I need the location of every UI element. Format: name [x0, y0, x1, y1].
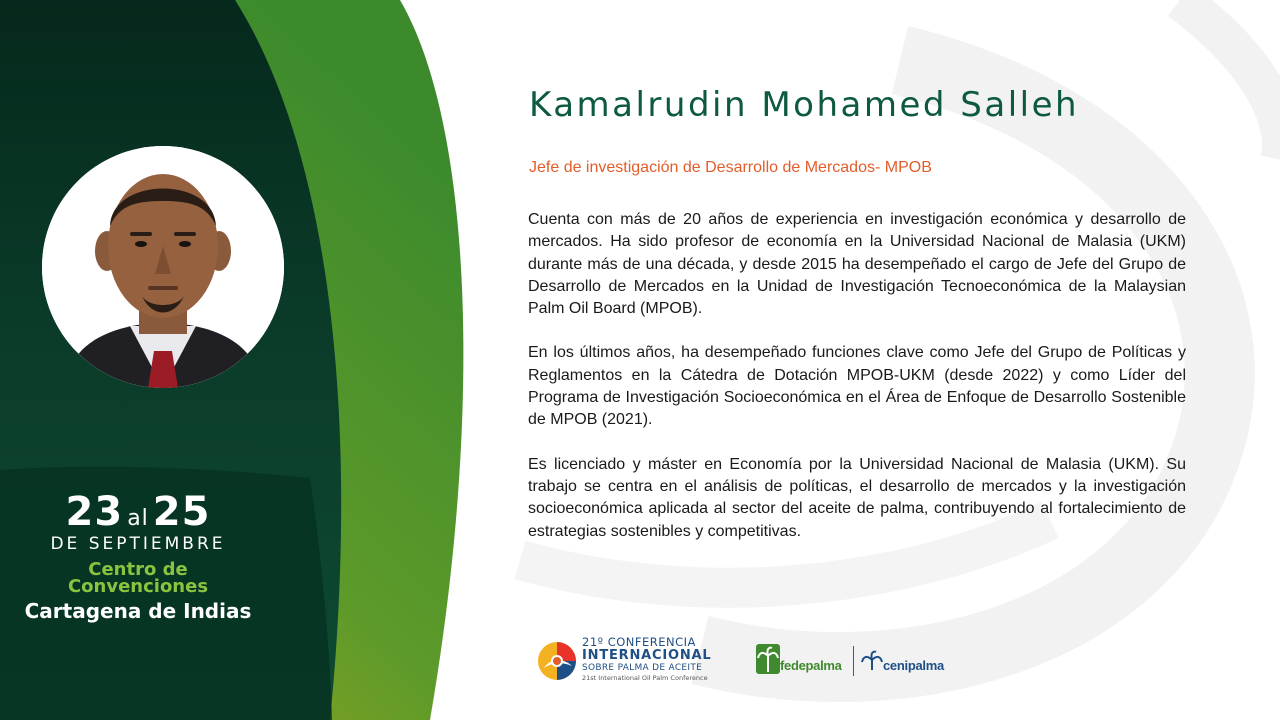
conference-line4: 21st International Oil Palm Conference	[582, 674, 708, 682]
day-start: 23	[65, 489, 124, 535]
cenipalma-label: cenipalma	[883, 658, 944, 673]
logo-divider	[853, 646, 854, 676]
conference-line1: 21º CONFERENCIA	[582, 635, 696, 649]
venue-line1: Centro de	[88, 559, 188, 580]
conference-logo	[536, 636, 736, 686]
day-end: 25	[152, 489, 211, 535]
conference-line3: SOBRE PALMA DE ACEITE	[582, 663, 703, 673]
partner-logos	[756, 644, 956, 680]
speaker-role: Jefe de investigación de Desarrollo de Mercados- MPOB	[529, 159, 932, 176]
speaker-bio	[528, 209, 1186, 565]
bio-paragraph: Es licenciado y máster en Economía por la Universidad Nacional de Malasia (UKM). Su trabajo se centra en el análisis de políticas, el desarrollo de mercados y la investigación socioeconómica aplicada al sector del aceite de palma, contribuyendo al fortalecimiento de estrategias sostenibles y competitivas.	[528, 455, 1186, 540]
day-connector: al	[127, 506, 149, 531]
fedepalma-label: fedepalma	[780, 658, 842, 673]
speaker-name: Kamalrudin Mohamed Salleh	[529, 85, 1080, 125]
conference-line2: INTERNACIONAL	[582, 648, 712, 663]
conference-text	[582, 636, 711, 683]
event-month: DE SEPTIEMBRE	[50, 534, 226, 554]
event-venue	[0, 561, 276, 595]
venue-line2: Convenciones	[67, 576, 209, 597]
avatar-illustration	[42, 146, 284, 388]
conference-emblem-icon	[536, 640, 578, 682]
speaker-photo	[42, 146, 284, 388]
palm-tree-icon	[756, 644, 780, 674]
cenipalma-leaf-icon	[861, 650, 883, 672]
bio-paragraph: Cuenta con más de 20 años de experiencia en investigación económica y desarrollo de mercados. Ha sido profesor de economía en la Universidad Nacional de Malasia (UKM) durante más de una década, y desde 2015 ha desempeñado el cargo de Jefe del Grupo de Desarrollo de Mercados en la Unidad de Investigación Tecnoeconómica de la Malaysian Palm Oil Board (MPOB).	[528, 211, 1186, 318]
event-city: Cartagena de Indias	[24, 599, 252, 623]
bio-paragraph: En los últimos años, ha desempeñado funciones clave como Jefe del Grupo de Políticas y Reglamentos en la Cátedra de Dotación MPOB-UKM (desde 2022) y como Líder del Programa de Investigación Socioeconómica en el Área de Enfoque de Desarrollo Sostenible de MPOB (2021).	[528, 344, 1186, 429]
